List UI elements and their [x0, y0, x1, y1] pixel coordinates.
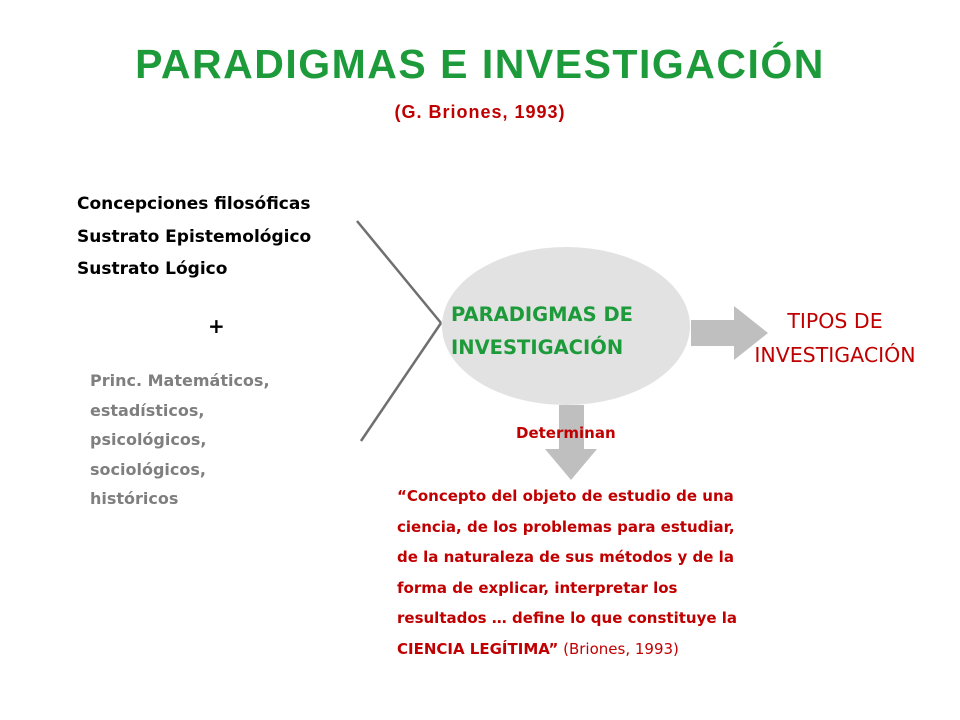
research-types-label — [730, 304, 940, 372]
quote-line: resultados … define lo que constituye la — [397, 609, 738, 627]
determine-label: Determinan — [516, 424, 616, 442]
quote-emphasis: CIENCIA LEGÍTIMA” — [397, 639, 559, 658]
research-types-line: INVESTIGACIÓN — [754, 343, 916, 367]
paradigms-node-label — [451, 298, 633, 364]
research-types-line: TIPOS DE — [787, 309, 883, 333]
definition-quote — [397, 481, 827, 664]
quote-line: “Concepto del objeto de estudio de una — [397, 487, 734, 505]
principle-item: históricos — [90, 489, 179, 508]
concept-item: Sustrato Lógico — [77, 259, 228, 279]
quote-last-line — [397, 634, 827, 665]
principle-item: estadísticos, — [90, 400, 205, 420]
principle-item: sociológicos, — [90, 459, 206, 479]
concept-item: Concepciones filosóficas — [77, 194, 311, 214]
down-arrow — [545, 405, 597, 480]
connector-lower-line — [361, 323, 441, 441]
concept-item: Sustrato Epistemológico — [77, 226, 312, 247]
page-subtitle: (G. Briones, 1993) — [394, 102, 566, 122]
page-title: PARADIGMAS E INVESTIGACIÓN — [135, 41, 825, 87]
principle-item: Princ. Matemáticos, — [90, 371, 270, 390]
quote-line: ciencia, de los problemas para estudiar, — [397, 517, 735, 536]
quote-line: forma de explicar, interpretar los — [397, 578, 678, 597]
connector-upper-line — [357, 221, 441, 323]
quote-citation: (Briones, 1993) — [558, 639, 679, 658]
quote-line: de la naturaleza de sus métodos y de la — [397, 548, 734, 566]
paradigms-line: INVESTIGACIÓN — [451, 336, 624, 359]
principle-item: psicológicos, — [90, 430, 207, 449]
plus-sign: + — [208, 314, 225, 338]
paradigms-line: PARADIGMAS DE — [451, 303, 633, 326]
